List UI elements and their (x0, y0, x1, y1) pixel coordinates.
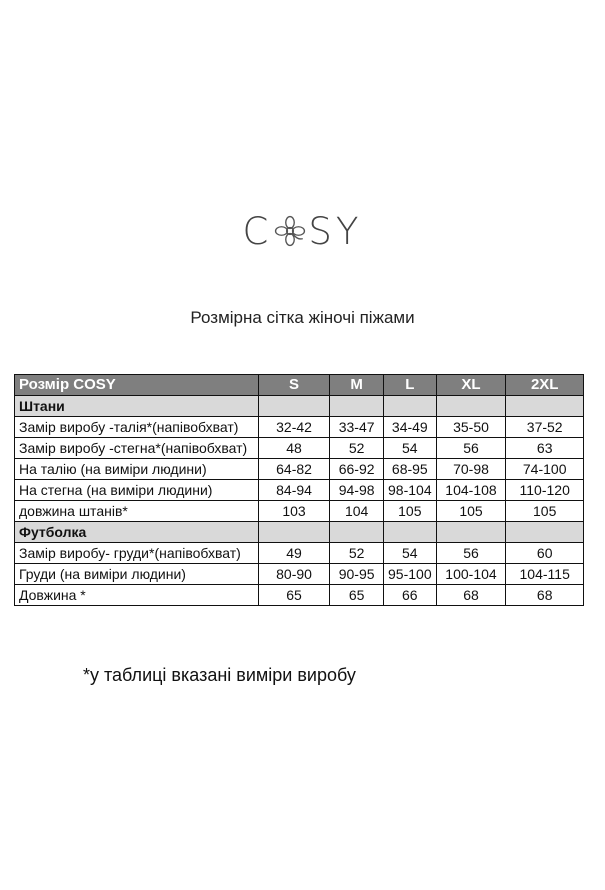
header-size-cell: M (330, 375, 384, 396)
section-empty-cell (506, 522, 584, 543)
value-cell: 66 (384, 585, 437, 606)
row-label: Замір виробу -стегна*(напівобхват) (15, 438, 259, 459)
value-cell: 54 (384, 438, 437, 459)
value-cell: 104-115 (506, 564, 584, 585)
value-cell: 49 (258, 543, 329, 564)
table-row (15, 417, 584, 438)
value-cell: 52 (330, 438, 384, 459)
size-chart-table (14, 374, 584, 606)
value-cell: 80-90 (258, 564, 329, 585)
row-label: Замір виробу -талія*(напівобхват) (15, 417, 259, 438)
row-label: На стегна (на виміри людини) (15, 480, 259, 501)
logo-text-suffix: SY (308, 210, 363, 253)
header-size-cell: S (258, 375, 329, 396)
section-empty-cell (436, 396, 506, 417)
value-cell: 56 (436, 543, 506, 564)
value-cell: 54 (384, 543, 437, 564)
row-label: довжина штанів* (15, 501, 259, 522)
value-cell: 90-95 (330, 564, 384, 585)
header-size-cell: XL (436, 375, 506, 396)
value-cell: 110-120 (506, 480, 584, 501)
table-row (15, 501, 584, 522)
value-cell: 35-50 (436, 417, 506, 438)
value-cell: 84-94 (258, 480, 329, 501)
value-cell: 33-47 (330, 417, 384, 438)
value-cell: 70-98 (436, 459, 506, 480)
flower-icon (273, 214, 307, 248)
value-cell: 105 (436, 501, 506, 522)
table-row (15, 438, 584, 459)
value-cell: 34-49 (384, 417, 437, 438)
value-cell: 65 (330, 585, 384, 606)
section-empty-cell (258, 522, 329, 543)
value-cell: 68 (436, 585, 506, 606)
value-cell: 104-108 (436, 480, 506, 501)
value-cell: 74-100 (506, 459, 584, 480)
row-label: На талію (на виміри людини) (15, 459, 259, 480)
table-header-row (15, 375, 584, 396)
row-label: Замір виробу- груди*(напівобхват) (15, 543, 259, 564)
value-cell: 105 (506, 501, 584, 522)
header-size-cell: 2XL (506, 375, 584, 396)
value-cell: 64-82 (258, 459, 329, 480)
value-cell: 100-104 (436, 564, 506, 585)
section-empty-cell (436, 522, 506, 543)
value-cell: 56 (436, 438, 506, 459)
value-cell: 103 (258, 501, 329, 522)
value-cell: 98-104 (384, 480, 437, 501)
table-row (15, 585, 584, 606)
table-row (15, 543, 584, 564)
section-empty-cell (506, 396, 584, 417)
footnote: *у таблиці вказані виміри виробу (83, 665, 356, 685)
value-cell: 105 (384, 501, 437, 522)
section-title: Футболка (15, 522, 259, 543)
section-row (15, 522, 584, 543)
value-cell: 52 (330, 543, 384, 564)
value-cell: 68 (506, 585, 584, 606)
section-empty-cell (330, 522, 384, 543)
logo-text-prefix: C (242, 210, 273, 253)
brand-logo (0, 210, 605, 253)
value-cell: 104 (330, 501, 384, 522)
value-cell: 65 (258, 585, 329, 606)
table-row (15, 459, 584, 480)
section-empty-cell (384, 522, 437, 543)
section-empty-cell (330, 396, 384, 417)
row-label: Груди (на виміри людини) (15, 564, 259, 585)
value-cell: 32-42 (258, 417, 329, 438)
row-label: Довжина * (15, 585, 259, 606)
value-cell: 66-92 (330, 459, 384, 480)
page-title: Розмірна сітка жіночі піжами (190, 308, 415, 327)
value-cell: 48 (258, 438, 329, 459)
value-cell: 95-100 (384, 564, 437, 585)
value-cell: 68-95 (384, 459, 437, 480)
section-row (15, 396, 584, 417)
section-title: Штани (15, 396, 259, 417)
value-cell: 37-52 (506, 417, 584, 438)
table-row (15, 480, 584, 501)
value-cell: 60 (506, 543, 584, 564)
header-size-cell: L (384, 375, 437, 396)
section-empty-cell (258, 396, 329, 417)
value-cell: 63 (506, 438, 584, 459)
header-label-cell: Розмір COSY (15, 375, 259, 396)
table-row (15, 564, 584, 585)
value-cell: 94-98 (330, 480, 384, 501)
section-empty-cell (384, 396, 437, 417)
